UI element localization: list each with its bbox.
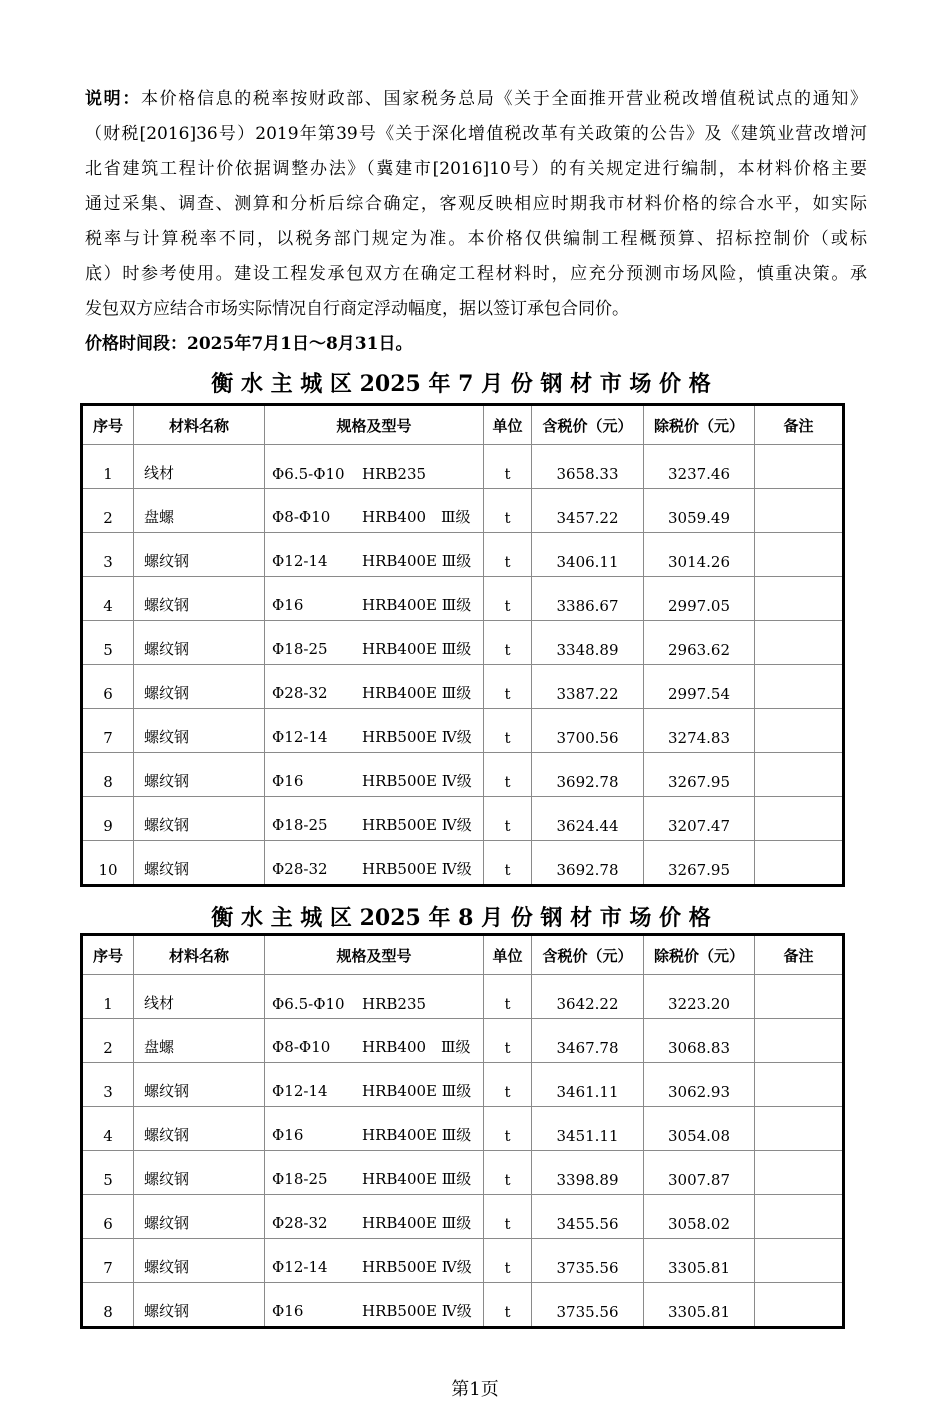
cell-material-name: 盘螺 xyxy=(134,1019,265,1063)
spec-size: Φ8-Φ10 xyxy=(272,508,331,526)
cell-price-excl-tax: 3014.26 xyxy=(644,533,755,577)
spec-size: Φ12-14 xyxy=(272,552,328,570)
cell-spec xyxy=(265,797,484,841)
cell-material-name: 螺纹钢 xyxy=(134,577,265,621)
spec-grade: HRB235 xyxy=(362,465,427,483)
spec-size: Φ28-32 xyxy=(272,1214,328,1232)
cell-note xyxy=(755,445,844,489)
column-header: 单位 xyxy=(484,405,532,445)
cell-no: 6 xyxy=(82,665,134,709)
column-header: 序号 xyxy=(82,935,134,975)
cell-unit: t xyxy=(484,489,532,533)
table-row xyxy=(82,577,844,621)
cell-material-name: 线材 xyxy=(134,975,265,1019)
column-header: 含税价（元） xyxy=(532,935,644,975)
cell-no: 2 xyxy=(82,489,134,533)
cell-no: 6 xyxy=(82,1195,134,1239)
cell-spec xyxy=(265,665,484,709)
cell-note xyxy=(755,797,844,841)
spec-grade: HRB400E Ⅲ级 xyxy=(362,1170,472,1188)
table-row xyxy=(82,1283,844,1328)
table-row xyxy=(82,1239,844,1283)
column-header: 除税价（元） xyxy=(644,935,755,975)
cell-note xyxy=(755,1239,844,1283)
cell-unit: t xyxy=(484,753,532,797)
cell-unit: t xyxy=(484,1151,532,1195)
cell-unit: t xyxy=(484,1283,532,1328)
table-title-august: 衡 水 主 城 区 2025 年 8 月 份 钢 材 市 场 价 格 xyxy=(211,905,711,931)
table-row xyxy=(82,621,844,665)
cell-price-incl-tax: 3386.67 xyxy=(532,577,644,621)
notice-line: 通过采集、调查、测算和分析后综合确定，客观反映相应时期我市材料价格的综合水平，如实际 xyxy=(85,194,867,214)
cell-spec xyxy=(265,753,484,797)
spec-grade: HRB500E Ⅳ级 xyxy=(362,772,472,790)
cell-material-name: 螺纹钢 xyxy=(134,533,265,577)
cell-note xyxy=(755,709,844,753)
cell-price-incl-tax: 3692.78 xyxy=(532,753,644,797)
column-header: 材料名称 xyxy=(134,935,265,975)
cell-no: 5 xyxy=(82,621,134,665)
cell-price-incl-tax: 3398.89 xyxy=(532,1151,644,1195)
cell-material-name: 螺纹钢 xyxy=(134,797,265,841)
header-row xyxy=(82,405,844,445)
cell-material-name: 螺纹钢 xyxy=(134,1239,265,1283)
spec-size: Φ6.5-Φ10 xyxy=(272,995,345,1013)
spec-size: Φ12-14 xyxy=(272,728,328,746)
spec-size: Φ28-32 xyxy=(272,860,328,878)
spec-size: Φ18-25 xyxy=(272,1170,328,1188)
notice-paragraph xyxy=(85,82,867,362)
spec-grade: HRB400E Ⅲ级 xyxy=(362,552,472,570)
cell-price-excl-tax: 3068.83 xyxy=(644,1019,755,1063)
cell-price-excl-tax: 3267.95 xyxy=(644,753,755,797)
cell-note xyxy=(755,1151,844,1195)
spec-size: Φ12-14 xyxy=(272,1082,328,1100)
cell-unit: t xyxy=(484,1239,532,1283)
cell-note xyxy=(755,1019,844,1063)
notice-label: 说明： xyxy=(85,89,141,109)
spec-size: Φ18-25 xyxy=(272,640,328,658)
column-header: 单位 xyxy=(484,935,532,975)
cell-unit: t xyxy=(484,1107,532,1151)
cell-spec xyxy=(265,1019,484,1063)
cell-unit: t xyxy=(484,1019,532,1063)
cell-spec xyxy=(265,975,484,1019)
cell-price-incl-tax: 3642.22 xyxy=(532,975,644,1019)
notice-line: （财税[2016]36号）2019年第39号《关于深化增值税改革有关政策的公告》及《建筑业营改增河 xyxy=(85,124,867,144)
cell-price-excl-tax: 3267.95 xyxy=(644,841,755,886)
cell-price-incl-tax: 3467.78 xyxy=(532,1019,644,1063)
spec-size: Φ16 xyxy=(272,1302,304,1320)
cell-material-name: 螺纹钢 xyxy=(134,665,265,709)
cell-price-incl-tax: 3455.56 xyxy=(532,1195,644,1239)
cell-spec xyxy=(265,1195,484,1239)
cell-no: 7 xyxy=(82,1239,134,1283)
cell-spec xyxy=(265,1063,484,1107)
table-row xyxy=(82,1063,844,1107)
spec-grade: HRB500E Ⅳ级 xyxy=(362,860,472,878)
column-header: 序号 xyxy=(82,405,134,445)
cell-no: 3 xyxy=(82,533,134,577)
cell-unit: t xyxy=(484,533,532,577)
cell-spec xyxy=(265,1283,484,1328)
cell-material-name: 螺纹钢 xyxy=(134,709,265,753)
cell-note xyxy=(755,577,844,621)
column-header: 材料名称 xyxy=(134,405,265,445)
column-header: 规格及型号 xyxy=(265,935,484,975)
cell-no: 1 xyxy=(82,975,134,1019)
table-row xyxy=(82,1019,844,1063)
spec-grade: HRB235 xyxy=(362,995,427,1013)
spec-grade: HRB400E Ⅲ级 xyxy=(362,640,472,658)
spec-grade: HRB500E Ⅳ级 xyxy=(362,1302,472,1320)
spec-grade: HRB500E Ⅳ级 xyxy=(362,1258,472,1276)
table-row xyxy=(82,1151,844,1195)
spec-size: Φ18-25 xyxy=(272,816,328,834)
cell-no: 4 xyxy=(82,1107,134,1151)
notice-line: 北省建筑工程计价依据调整办法》（冀建市[2016]10号）的有关规定进行编制，本材料价格主要 xyxy=(85,159,867,179)
cell-price-excl-tax: 3007.87 xyxy=(644,1151,755,1195)
cell-price-incl-tax: 3700.56 xyxy=(532,709,644,753)
cell-material-name: 螺纹钢 xyxy=(134,753,265,797)
cell-note xyxy=(755,665,844,709)
cell-note xyxy=(755,1107,844,1151)
spec-size: Φ12-14 xyxy=(272,1258,328,1276)
cell-no: 4 xyxy=(82,577,134,621)
cell-no: 9 xyxy=(82,797,134,841)
notice-line: 税率与计算税率不同，以税务部门规定为准。本价格仅供编制工程概预算、招标控制价（或标 xyxy=(85,229,867,249)
cell-spec xyxy=(265,489,484,533)
spec-grade: HRB400E Ⅲ级 xyxy=(362,1126,472,1144)
cell-price-excl-tax: 3207.47 xyxy=(644,797,755,841)
cell-material-name: 螺纹钢 xyxy=(134,1107,265,1151)
cell-note xyxy=(755,533,844,577)
spec-grade: HRB500E Ⅳ级 xyxy=(362,816,472,834)
cell-unit: t xyxy=(484,975,532,1019)
column-header: 除税价（元） xyxy=(644,405,755,445)
cell-price-incl-tax: 3451.11 xyxy=(532,1107,644,1151)
cell-price-excl-tax: 3062.93 xyxy=(644,1063,755,1107)
table-row xyxy=(82,753,844,797)
cell-material-name: 螺纹钢 xyxy=(134,621,265,665)
column-header: 备注 xyxy=(755,935,844,975)
cell-no: 8 xyxy=(82,1283,134,1328)
cell-material-name: 螺纹钢 xyxy=(134,841,265,886)
column-header: 备注 xyxy=(755,405,844,445)
cell-price-excl-tax: 3237.46 xyxy=(644,445,755,489)
cell-price-incl-tax: 3735.56 xyxy=(532,1283,644,1328)
table-row xyxy=(82,1107,844,1151)
column-header: 含税价（元） xyxy=(532,405,644,445)
spec-grade: HRB400E Ⅲ级 xyxy=(362,596,472,614)
spec-size: Φ16 xyxy=(272,596,304,614)
cell-price-excl-tax: 3274.83 xyxy=(644,709,755,753)
table-row xyxy=(82,489,844,533)
cell-unit: t xyxy=(484,445,532,489)
cell-spec xyxy=(265,533,484,577)
cell-spec xyxy=(265,1107,484,1151)
cell-price-excl-tax: 2997.54 xyxy=(644,665,755,709)
cell-price-incl-tax: 3348.89 xyxy=(532,621,644,665)
cell-no: 7 xyxy=(82,709,134,753)
table-row xyxy=(82,797,844,841)
table-row xyxy=(82,841,844,886)
cell-note xyxy=(755,1283,844,1328)
cell-material-name: 螺纹钢 xyxy=(134,1283,265,1328)
spec-grade: HRB400 Ⅲ级 xyxy=(362,508,471,526)
cell-note xyxy=(755,753,844,797)
price-table-section-august xyxy=(80,903,842,1329)
spec-size: Φ6.5-Φ10 xyxy=(272,465,345,483)
cell-price-excl-tax: 2997.05 xyxy=(644,577,755,621)
table-row xyxy=(82,445,844,489)
price-table-july xyxy=(80,403,845,887)
cell-unit: t xyxy=(484,577,532,621)
cell-unit: t xyxy=(484,621,532,665)
cell-unit: t xyxy=(484,709,532,753)
cell-note xyxy=(755,1063,844,1107)
cell-price-incl-tax: 3692.78 xyxy=(532,841,644,886)
table-row xyxy=(82,709,844,753)
cell-price-excl-tax: 2963.62 xyxy=(644,621,755,665)
notice-line xyxy=(85,82,867,117)
cell-price-incl-tax: 3624.44 xyxy=(532,797,644,841)
cell-no: 8 xyxy=(82,753,134,797)
header-row xyxy=(82,935,844,975)
cell-price-incl-tax: 3387.22 xyxy=(532,665,644,709)
price-table-august xyxy=(80,933,845,1329)
cell-spec xyxy=(265,445,484,489)
table-row xyxy=(82,665,844,709)
cell-note xyxy=(755,489,844,533)
spec-grade: HRB400E Ⅲ级 xyxy=(362,1082,472,1100)
cell-spec xyxy=(265,841,484,886)
spec-size: Φ16 xyxy=(272,772,304,790)
notice-line-text: 本价格信息的税率按财政部、国家税务总局《关于全面推开营业税改增值税试点的通知》 xyxy=(140,89,868,109)
notice-line: 底）时参考使用。建设工程发承包双方在确定工程材料时，应充分预测市场风险，慎重决策。承 xyxy=(85,264,867,284)
cell-price-excl-tax: 3305.81 xyxy=(644,1283,755,1328)
price-period: 价格时间段：2025年7月1日～8月31日。 xyxy=(85,334,413,354)
page-number: 第1页 xyxy=(451,1379,499,1400)
column-header: 规格及型号 xyxy=(265,405,484,445)
table-title-july: 衡 水 主 城 区 2025 年 7 月 份 钢 材 市 场 价 格 xyxy=(211,371,711,397)
spec-size: Φ16 xyxy=(272,1126,304,1144)
cell-spec xyxy=(265,1239,484,1283)
cell-price-excl-tax: 3058.02 xyxy=(644,1195,755,1239)
table-row xyxy=(82,1195,844,1239)
cell-unit: t xyxy=(484,841,532,886)
cell-price-excl-tax: 3054.08 xyxy=(644,1107,755,1151)
spec-size: Φ8-Φ10 xyxy=(272,1038,331,1056)
cell-no: 2 xyxy=(82,1019,134,1063)
cell-material-name: 盘螺 xyxy=(134,489,265,533)
cell-no: 5 xyxy=(82,1151,134,1195)
cell-price-incl-tax: 3735.56 xyxy=(532,1239,644,1283)
spec-grade: HRB500E Ⅳ级 xyxy=(362,728,472,746)
cell-unit: t xyxy=(484,1195,532,1239)
cell-no: 1 xyxy=(82,445,134,489)
cell-unit: t xyxy=(484,797,532,841)
cell-spec xyxy=(265,709,484,753)
cell-price-incl-tax: 3457.22 xyxy=(532,489,644,533)
cell-material-name: 线材 xyxy=(134,445,265,489)
cell-unit: t xyxy=(484,1063,532,1107)
cell-no: 3 xyxy=(82,1063,134,1107)
cell-price-incl-tax: 3406.11 xyxy=(532,533,644,577)
cell-note xyxy=(755,975,844,1019)
cell-no: 10 xyxy=(82,841,134,886)
cell-material-name: 螺纹钢 xyxy=(134,1151,265,1195)
cell-price-incl-tax: 3461.11 xyxy=(532,1063,644,1107)
spec-size: Φ28-32 xyxy=(272,684,328,702)
cell-note xyxy=(755,1195,844,1239)
cell-price-incl-tax: 3658.33 xyxy=(532,445,644,489)
cell-price-excl-tax: 3223.20 xyxy=(644,975,755,1019)
table-row xyxy=(82,975,844,1019)
cell-note xyxy=(755,841,844,886)
cell-spec xyxy=(265,577,484,621)
cell-spec xyxy=(265,1151,484,1195)
cell-note xyxy=(755,621,844,665)
cell-material-name: 螺纹钢 xyxy=(134,1195,265,1239)
spec-grade: HRB400 Ⅲ级 xyxy=(362,1038,471,1056)
table-row xyxy=(82,533,844,577)
cell-unit: t xyxy=(484,665,532,709)
spec-grade: HRB400E Ⅲ级 xyxy=(362,684,472,702)
cell-material-name: 螺纹钢 xyxy=(134,1063,265,1107)
price-table-section-july xyxy=(80,369,842,887)
cell-spec xyxy=(265,621,484,665)
notice-line: 发包双方应结合市场实际情况自行商定浮动幅度，据以签订承包合同价。 xyxy=(85,299,629,319)
spec-grade: HRB400E Ⅲ级 xyxy=(362,1214,472,1232)
cell-price-excl-tax: 3305.81 xyxy=(644,1239,755,1283)
cell-price-excl-tax: 3059.49 xyxy=(644,489,755,533)
